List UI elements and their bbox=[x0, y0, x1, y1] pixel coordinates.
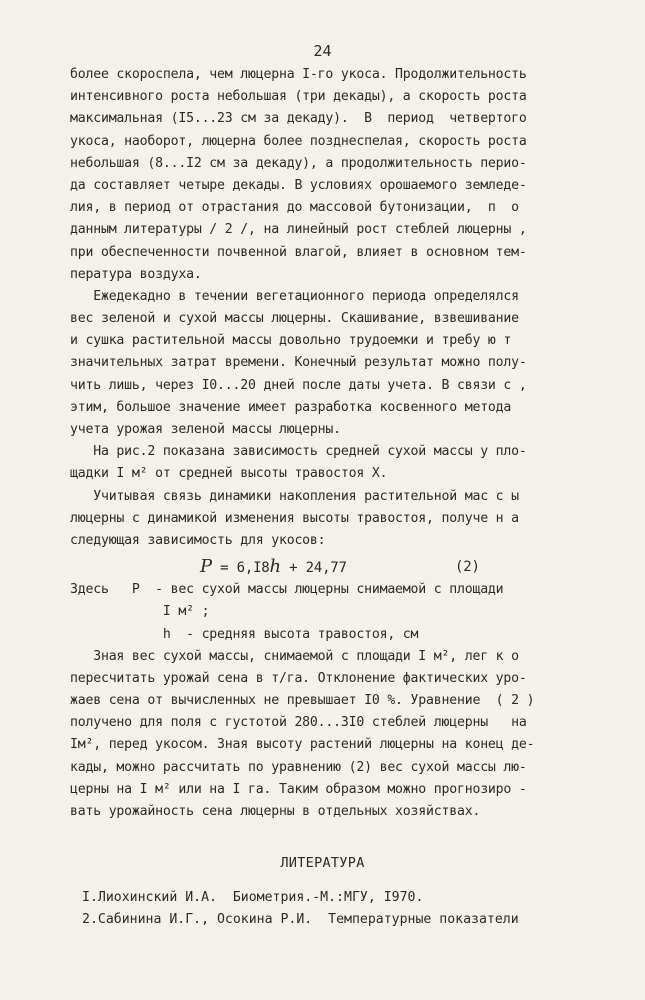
page-number: 24 bbox=[313, 42, 332, 60]
equation-number: (2) bbox=[455, 559, 480, 576]
text-line: получено для поля с густотой 280...3I0 стеблей люцерны на bbox=[70, 715, 527, 731]
paragraph-4 bbox=[70, 486, 600, 553]
text-line: при обеспеченности почвенной влагой, влияет в основном тем- bbox=[70, 244, 527, 260]
equation-expression bbox=[200, 556, 347, 579]
text-line: данным литературы / 2 /, на линейный рост стеблей люцерны , bbox=[70, 222, 527, 238]
text-line: вать урожайность сена люцерны в отдельных хозяйствах. bbox=[70, 804, 481, 819]
paragraph-1 bbox=[70, 64, 600, 286]
equation-lhs: P bbox=[200, 556, 212, 578]
text-line: этим, большое значение имеет разработка косвенного метода bbox=[70, 399, 512, 415]
text-line: следующая зависимость для укосов: bbox=[70, 532, 326, 548]
text-line: пересчитать урожай сена в т/га. Отклонение фактических уро- bbox=[70, 670, 527, 686]
text-line: да составляет четыре декады. В условиях орошаемого земледе- bbox=[70, 177, 527, 193]
paragraph-2 bbox=[70, 286, 600, 441]
text-line: интенсивного роста небольшая (три декады), а скорость роста bbox=[70, 89, 527, 105]
text-line: более скороспела, чем люцерна I-го укоса. Продолжительность bbox=[70, 67, 527, 82]
text-line: чить лишь, через I0...20 дней после даты учета. В связи с , bbox=[70, 377, 527, 393]
text-line: максимальная (I5...23 см за декаду). В период четвертого bbox=[70, 111, 527, 127]
text-line: щадки I м² от средней высоты травостоя Х. bbox=[70, 466, 388, 482]
text-line: церны на I м² или на I га. Таким образом можно прогнозиро - bbox=[70, 781, 527, 797]
text-line: I м² ; bbox=[70, 604, 210, 620]
text-line: Зная вес сухой массы, снимаемой с площади I м², лег к о bbox=[70, 648, 519, 664]
references-heading: ЛИТЕРАТУРА bbox=[280, 855, 365, 871]
text-line: небольшая (8...I2 см за декаду), а продолжительность перио- bbox=[70, 155, 527, 171]
text-line: Учитывая связь динамики накопления растительной мас с ы bbox=[70, 488, 519, 504]
where-block bbox=[70, 579, 600, 646]
equation-2 bbox=[70, 552, 600, 579]
text-line: значительных затрат времени. Конечный результат можно полу- bbox=[70, 355, 527, 371]
text-line: вес зеленой и сухой массы люцерны. Скашивание, взвешивание bbox=[70, 311, 519, 327]
text-line: Iм², перед укосом. Зная высоту растений люцерны на конец де- bbox=[70, 737, 535, 753]
text-line: Ежедекадно в течении вегетационного периода определялся bbox=[70, 288, 519, 304]
text-line: Здесь P - вес сухой массы люцерны снимаемой с площади bbox=[70, 582, 504, 598]
text-line: лия, в период от отрастания до массовой бутонизации, п о bbox=[70, 200, 519, 216]
paragraph-3 bbox=[70, 441, 600, 485]
text-line: h - средняя высота травостоя, см bbox=[70, 626, 419, 642]
text-line: На рис.2 показана зависимость средней сухой массы у пло- bbox=[70, 444, 527, 460]
text-line: укоса, наоборот, люцерна более позднеспелая, скорость роста bbox=[70, 133, 527, 149]
equation-var: h bbox=[269, 556, 281, 578]
text-line: пература воздуха. bbox=[70, 266, 202, 282]
text-line: и сушка растительной массы довольно трудоемки и требу ю т bbox=[70, 333, 512, 349]
text-line: жаев сена от вычисленных не превышает I0 %. Уравнение ( 2 ) bbox=[70, 693, 535, 709]
body-text bbox=[70, 64, 600, 823]
text-line: учета урожая зеленой массы люцерны. bbox=[70, 422, 341, 437]
reference-item: 2.Сабинина И.Г., Осокина Р.И. Температурные показатели bbox=[82, 912, 519, 928]
text-line: люцерны с динамикой изменения высоты травостоя, получе н а bbox=[70, 510, 519, 526]
reference-item: I.Лиохинский И.А. Биометрия.-М.:МГУ, I970. bbox=[82, 890, 424, 905]
equation-rest: + 24,77 bbox=[280, 560, 347, 577]
equation-eq: = 6,I8 bbox=[211, 560, 270, 577]
text-line: кады, можно рассчитать по уравнению (2) вес сухой массы лю- bbox=[70, 759, 527, 775]
references-list bbox=[82, 885, 612, 929]
paragraph-5 bbox=[70, 646, 600, 824]
